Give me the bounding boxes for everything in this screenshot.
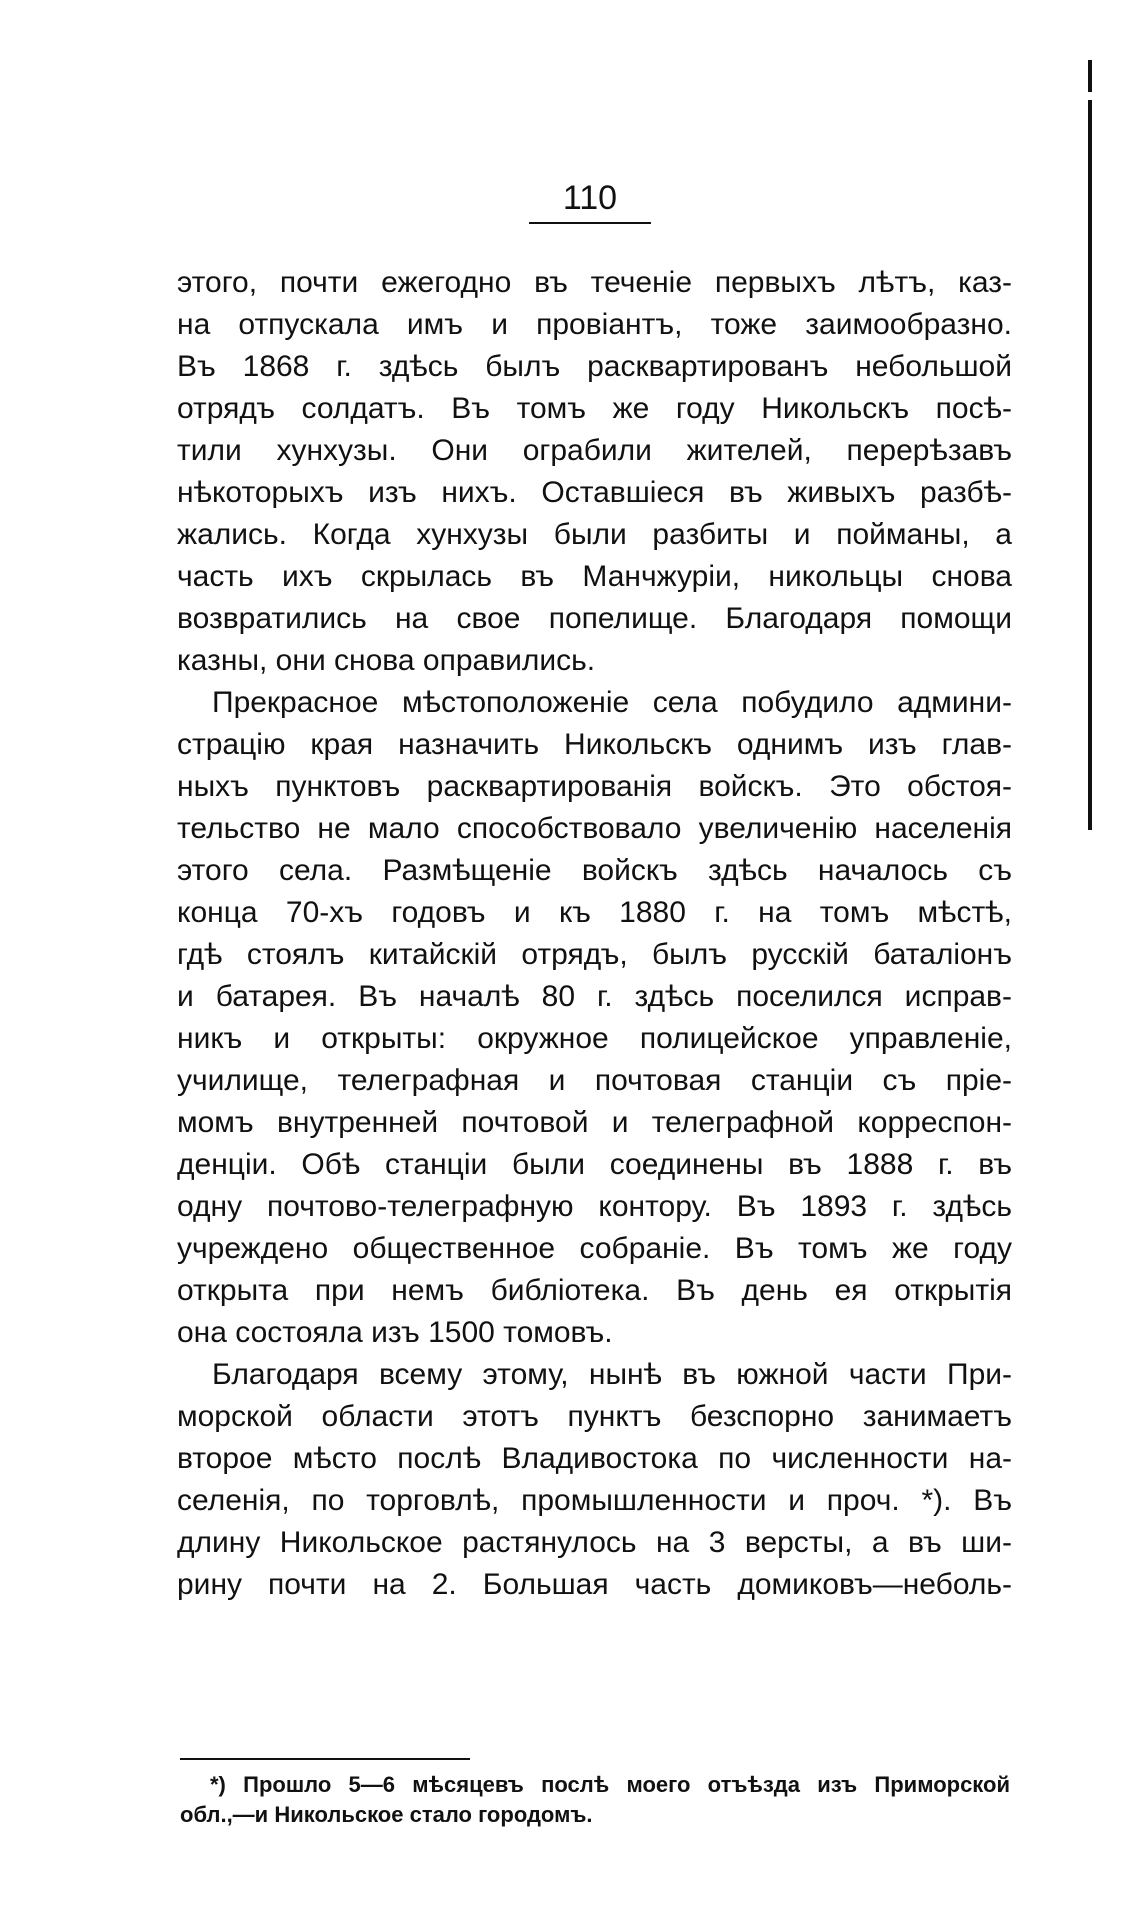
page-edge-mark-top — [1088, 60, 1092, 92]
text-line: Прекрасное мѣстоположеніе села побудило админи- — [212, 686, 1012, 719]
page-edge-mark-bottom — [1088, 100, 1092, 830]
text-line: морской области этотъ пунктъ безспорно занимаетъ — [177, 1400, 1012, 1433]
text-line: длину Никольское растянулось на 3 версты, а въ ши- — [177, 1526, 1012, 1559]
footnote-line: обл.,—и Никольское стало городомъ. — [180, 1802, 593, 1827]
page-number: 110 — [562, 179, 618, 217]
text-line: гдѣ стоялъ китайскій отрядъ, былъ русскій баталіонъ — [177, 938, 1012, 971]
text-line: страцію края назначить Никольскъ однимъ изъ глав- — [177, 728, 1012, 761]
text-line: училище, телеграфная и почтовая станціи съ пріе- — [177, 1064, 1012, 1097]
text-line: конца 70-хъ годовъ и къ 1880 г. на томъ мѣстѣ, — [177, 896, 1012, 929]
body-text — [177, 262, 1012, 1606]
text-line: второе мѣсто послѣ Владивостока по численности на- — [177, 1442, 1012, 1475]
footnote-rule — [180, 1758, 470, 1760]
text-line: этого, почти ежегодно въ теченіе первыхъ лѣтъ, каз- — [177, 266, 1012, 299]
text-line: ныхъ пунктовъ расквартированія войскъ. Это обстоя- — [177, 770, 1012, 803]
text-line: момъ внутренней почтовой и телеграфной корреспон- — [177, 1106, 1012, 1139]
text-line: денціи. Обѣ станціи были соединены въ 1888 г. въ — [177, 1148, 1012, 1181]
text-line: возвратились на свое попелище. Благодаря помощи — [177, 602, 1012, 635]
paragraph-1 — [177, 262, 1012, 682]
text-line: тили хунхузы. Они ограбили жителей, перерѣзавъ — [177, 434, 1012, 467]
text-line: селенія, по торговлѣ, промышленности и проч. *). Въ — [177, 1484, 1012, 1517]
text-line: нѣкоторыхъ изъ нихъ. Оставшіеся въ живыхъ разбѣ- — [177, 476, 1012, 509]
text-line: жались. Когда хунхузы были разбиты и пойманы, а — [177, 518, 1012, 551]
footnote-line: *) Прошло 5—6 мѣсяцевъ послѣ моего отъѣзда изъ Приморской — [210, 1772, 1010, 1797]
text-line: отрядъ солдатъ. Въ томъ же году Никольскъ посѣ- — [177, 392, 1012, 425]
paragraph-3 — [177, 1354, 1012, 1606]
text-line: одну почтово-телеграфную контору. Въ 1893 г. здѣсь — [177, 1190, 1012, 1223]
text-line: Въ 1868 г. здѣсь былъ расквартированъ небольшой — [177, 350, 1012, 383]
footnote — [180, 1770, 1010, 1830]
text-line: учреждено общественное собраніе. Въ томъ же году — [177, 1232, 1012, 1265]
paragraph-2 — [177, 682, 1012, 1354]
text-line: этого села. Размѣщеніе войскъ здѣсь началось съ — [177, 854, 1012, 887]
text-line: Благодаря всему этому, нынѣ въ южной части При- — [212, 1358, 1012, 1391]
text-line: она состояла изъ 1500 томовъ. — [177, 1316, 613, 1349]
text-line: рину почти на 2. Большая часть домиковъ—неболь- — [177, 1568, 1012, 1601]
text-line: открыта при немъ библіотека. Въ день ея открытія — [177, 1274, 1012, 1307]
page-number-rule — [529, 222, 651, 224]
text-line: казны, они снова оправились. — [177, 644, 596, 677]
text-line: часть ихъ скрылась въ Манчжуріи, никольцы снова — [177, 560, 1012, 593]
text-line: и батарея. Въ началѣ 80 г. здѣсь поселился исправ- — [177, 980, 1012, 1013]
text-line: на отпускала имъ и провіантъ, тоже заимообразно. — [177, 308, 1012, 341]
text-line: никъ и открыты: окружное полицейское управленіе, — [177, 1022, 1012, 1055]
text-line: тельство не мало способствовало увеличенію населенія — [177, 812, 1012, 845]
